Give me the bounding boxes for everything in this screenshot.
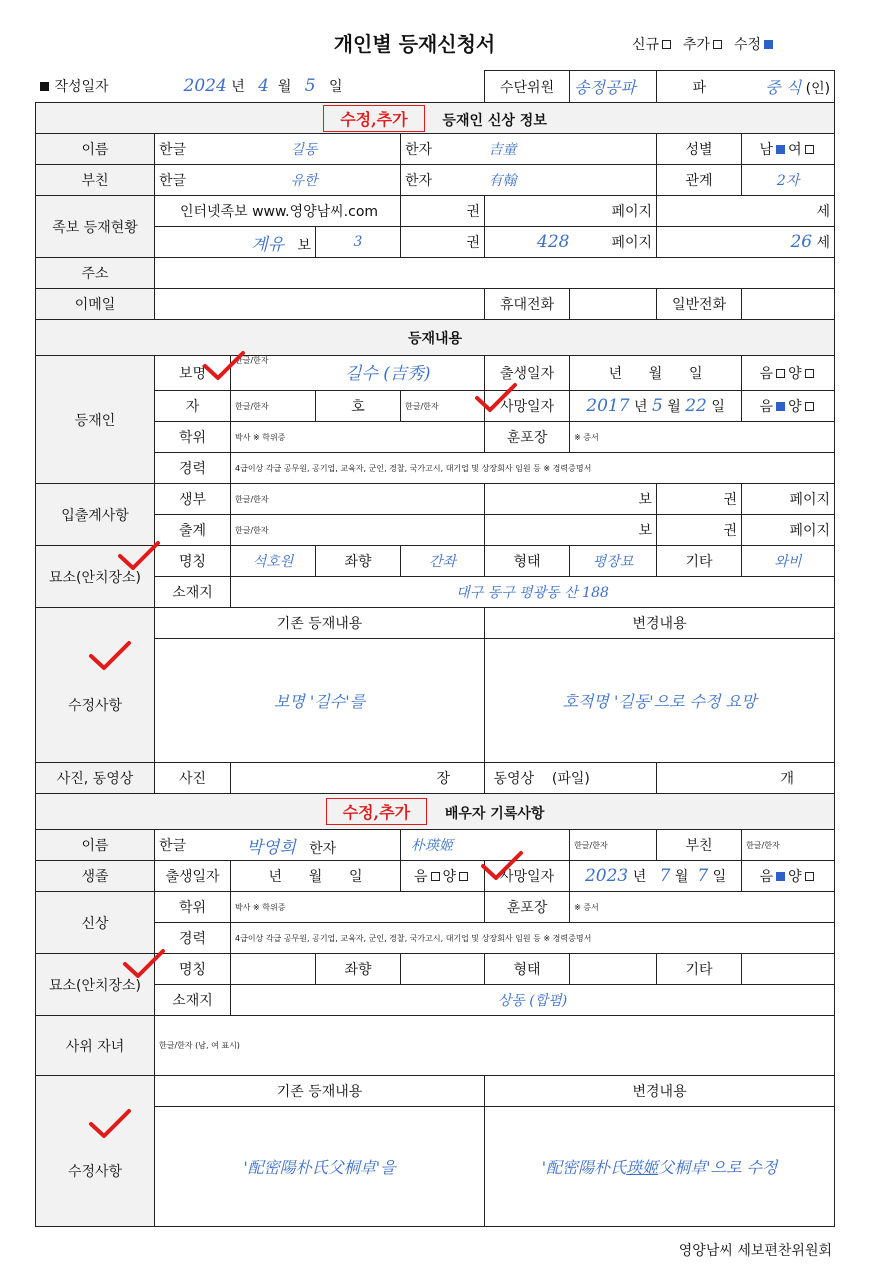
section-title: 등재인 신상 정보: [442, 112, 547, 129]
created-month[interactable]: 4: [258, 76, 269, 97]
death-lunar-checkbox[interactable]: [776, 402, 785, 411]
spouse-death-label: 사망일자: [485, 861, 570, 892]
etc-value[interactable]: 와비: [742, 546, 835, 577]
check-mark-icon: [117, 540, 161, 574]
email-field[interactable]: [155, 289, 485, 320]
biological-father-label: 생부: [155, 484, 231, 515]
spouse-shape-label: 형태: [485, 954, 570, 985]
spouse-life-label: 생졸: [36, 861, 155, 892]
spouse-section-title: 배우자 기록사항: [444, 806, 545, 822]
grave-name[interactable]: 석호원: [231, 546, 316, 577]
spouse-name-label: 이름: [36, 830, 155, 861]
orientation-label: 좌향: [316, 546, 401, 577]
add-label: 추가: [682, 37, 711, 53]
ho-label: 호: [316, 391, 401, 422]
new-checkbox[interactable]: [662, 40, 671, 49]
grave-name-label: 명칭: [155, 546, 231, 577]
edit-checkbox[interactable]: [764, 40, 773, 49]
officer-label: 수단위원: [485, 71, 570, 103]
ja-label: 자: [155, 391, 231, 422]
spouse-award-field[interactable]: ※ 증서: [570, 892, 835, 923]
seal-label: (인): [805, 81, 831, 97]
mobile-field[interactable]: [570, 289, 657, 320]
video-count[interactable]: 개: [657, 763, 835, 794]
spouse-death-date[interactable]: 2023 년 7 월 7 일: [570, 861, 742, 892]
book-name-cell: 계유 보: [155, 227, 316, 258]
existing-content[interactable]: 보명 '길수'를: [155, 639, 485, 763]
spouse-birth-date[interactable]: 년 월 일: [231, 861, 401, 892]
spouse-personal-label: 신상: [36, 892, 155, 954]
book-page-cell: 428 페이지: [485, 227, 657, 258]
spouse-death-lunar-checkbox[interactable]: [776, 872, 785, 881]
father-hanja[interactable]: 有翰: [485, 165, 657, 196]
gender-label: 성별: [657, 134, 742, 165]
existing-label: 기존 등재내용: [155, 608, 485, 639]
application-type-options: [632, 34, 776, 54]
adopted-out-label: 출계: [155, 515, 231, 546]
shape-value[interactable]: 평장묘: [570, 546, 657, 577]
spouse-location-label: 소재지: [155, 985, 231, 1016]
check-mark-icon: [202, 350, 246, 384]
ja-field[interactable]: 한글/한자: [231, 391, 316, 422]
mobile-label: 휴대전화: [485, 289, 570, 320]
award-label: 훈포장: [485, 422, 570, 453]
adoption-label: 입출계사항: [36, 484, 155, 546]
change-content[interactable]: 호적명 '길동'으로 수정 요망: [485, 639, 835, 763]
spouse-location[interactable]: 상동 (합폄): [231, 985, 835, 1016]
name-label: 이름: [36, 134, 155, 165]
spouse-existing-label: 기존 등재내용: [155, 1076, 485, 1107]
spouse-father-label: 부친: [657, 830, 742, 861]
relation-value[interactable]: 2자: [742, 165, 835, 196]
change-label: 변경내용: [485, 608, 835, 639]
check-mark-icon: [88, 640, 132, 674]
orientation-value[interactable]: 간좌: [401, 546, 485, 577]
children-field[interactable]: 한글/한자 (남, 여 표시): [155, 1016, 835, 1076]
internet-genealogy[interactable]: 인터넷족보 www.영양남씨.com: [155, 196, 401, 227]
spouse-change-content[interactable]: '配密陽朴氏瑛姬父桐卓'으로 수정: [485, 1107, 835, 1227]
spouse-grave-name-label: 명칭: [155, 954, 231, 985]
spouse-birth-lunar-checkbox[interactable]: [431, 872, 440, 881]
death-date[interactable]: 2017 년 5 월 22 일: [570, 391, 742, 422]
biological-father-field[interactable]: 한글/한자: [231, 484, 485, 515]
boname-value[interactable]: 길수 (吉秀): [345, 364, 431, 384]
birth-label: 출생일자: [485, 356, 570, 391]
ho-field[interactable]: 한글/한자: [401, 391, 485, 422]
death-calendar: 음 양: [742, 391, 835, 422]
birth-solar-checkbox[interactable]: [805, 369, 814, 378]
spouse-birth-label: 출생일자: [155, 861, 231, 892]
pa-label: 파: [657, 71, 742, 103]
created-date-row: 작성일자 2024 년 4 월 5 일: [36, 71, 485, 103]
book-generation-cell: 26 세: [657, 227, 835, 258]
spouse-grave-label: 묘소(안치장소): [36, 954, 155, 1016]
award-field[interactable]: ※ 증서: [570, 422, 835, 453]
birth-date[interactable]: 년 월 일: [570, 356, 742, 391]
spouse-orientation-label: 좌향: [316, 954, 401, 985]
spouse-section-header: [36, 794, 835, 830]
registrant-section-header: [36, 103, 835, 134]
spouse-correction-label: 수정사항: [36, 1076, 155, 1227]
media-label: 사진, 동영상: [36, 763, 155, 794]
name-hangul[interactable]: 길동: [231, 134, 401, 165]
check-mark-icon: [474, 382, 518, 416]
spouse-name-hangul-cell: 박영희 한자: [231, 830, 401, 861]
person-label: 등재인: [36, 356, 155, 484]
application-form: 작성일자 2024 년 4 월 5 일 수단위원 송정공파 파 중 식 (인) 수정,추가 등재인 신상 정보 이름 한글 길동 한자 吉童 성별 남 여 부친 한글 유한 한자 有翰 관계 2자 족보 등재현황 인터넷족보 www.영양남씨.com 권 페이지 세 계유 보 3 권 428 페이지 26 세 주소 이메일 휴대전화 일반전화 등재내용 등재인 보명 한글/한자 길수 (吉秀) 출생일자 년 월 일 음 양 자 한글/한자 호 한글/한자 사망일자 2017 년 5 월 22 일 음 양 학위 박사 ※ 학위증 훈포장 ※ 증서 경력 4급이상 각급 공무원, 공기업, 교육자, 군인, 경찰, 국가고시, 대기업 및 상장회사 임원 등 ※ 경력증명서 입출계사항 생부 한글/한자 보 권 페이지 출계 한글/한자 보 권 페이지 묘소(안치장소) 명칭 석호원 좌향 간좌 형태 평장묘 기타 와비 소재지 대구 동구 평광동 산 188 수정사항 기존 등재내용 변경내용 보명 '길수'를 호적명 '길동'으로 수정 요망 사진, 동영상 사진 장 동영상 (파일) 개 수정,추가 배우자 기록사항 이름 한글 박영희 한자 朴瑛姬 한글/한자 부친 한글/한자 생졸 출생일자 년 월 일 음 양 사망일자 2023 년 7 월 7 일 음 양 신상 학위 박사 ※ 학위증 훈포장 ※ 증서 경력 4급이상 각급 공무원, 공기업, 교육자, 군인, 경찰, 국가고시, 대기업 및 상장회사 임원 등 ※ 경력증명서 묘소(안치장소) 명칭 좌향 형태 기타 소재지 상동 (합폄) 사위 자녀 한글/한자 (남, 여 표시) 수정사항 기존 등재내용 변경내용 '配密陽朴氏父桐卓'을 '配密陽朴氏瑛姬父桐卓'으로 수정: [35, 70, 835, 1227]
officer-name[interactable]: 송정공파: [570, 71, 657, 103]
spouse-grave-name[interactable]: [231, 954, 316, 985]
father-hangul[interactable]: 유한: [231, 165, 401, 196]
created-year[interactable]: 2024: [183, 76, 227, 97]
created-day[interactable]: 5: [304, 76, 316, 97]
spouse-existing-content[interactable]: '配密陽朴氏父桐卓'을: [155, 1107, 485, 1227]
spouse-change-label: 변경내용: [485, 1076, 835, 1107]
check-mark-icon: [88, 1108, 132, 1142]
death-label: 사망일자: [485, 391, 570, 422]
birth-lunar-checkbox[interactable]: [776, 369, 785, 378]
check-mark-icon: [480, 850, 524, 884]
father-label: 부친: [36, 165, 155, 196]
spouse-degree-field[interactable]: 박사 ※ 학위증: [231, 892, 485, 923]
shape-label: 형태: [485, 546, 570, 577]
spouse-father-field[interactable]: 한글/한자: [742, 830, 835, 861]
photo-count[interactable]: 장: [231, 763, 485, 794]
video-label-cell: 동영상 (파일): [485, 763, 657, 794]
book-generation[interactable]: 26: [790, 232, 813, 252]
created-label: 작성일자: [54, 79, 109, 96]
female-checkbox[interactable]: [805, 145, 814, 154]
footer-org: 영양남씨 세보편찬위원회: [678, 1243, 832, 1259]
new-label: 신규: [632, 37, 660, 53]
degree-field[interactable]: 박사 ※ 학위증: [231, 422, 485, 453]
spouse-death-solar-checkbox[interactable]: [805, 872, 814, 881]
phone-field[interactable]: [742, 289, 835, 320]
book-name[interactable]: 계유: [251, 234, 285, 255]
book-page[interactable]: 428: [537, 232, 570, 252]
etc-label: 기타: [657, 546, 742, 577]
correction-label: 수정사항: [36, 608, 155, 763]
photo-label: 사진: [155, 763, 231, 794]
address-field[interactable]: [155, 258, 835, 289]
male-checkbox[interactable]: [776, 145, 785, 154]
spouse-career-label: 경력: [155, 923, 231, 954]
spouse-birth-solar-checkbox[interactable]: [459, 872, 468, 881]
spouse-name-hanja[interactable]: 朴瑛姬: [401, 830, 570, 861]
death-solar-checkbox[interactable]: [805, 402, 814, 411]
adopted-out-field[interactable]: 한글/한자: [231, 515, 485, 546]
email-label: 이메일: [36, 289, 155, 320]
career-label: 경력: [155, 453, 231, 484]
gender-options: 남 여: [742, 134, 835, 165]
boname-cell: 한글/한자 길수 (吉秀): [231, 356, 485, 391]
location-value[interactable]: 대구 동구 평광동 산 188: [231, 577, 835, 608]
spouse-career-field[interactable]: 4급이상 각급 공무원, 공기업, 교육자, 군인, 경찰, 국가고시, 대기업 및 상장회사 임원 등 ※ 경력증명서: [231, 923, 835, 954]
spouse-edit-add-stamp: 수정,추가: [326, 798, 427, 825]
phone-label: 일반전화: [657, 289, 742, 320]
grave-label: 묘소(안치장소): [36, 546, 155, 608]
degree-label: 학위: [155, 422, 231, 453]
children-label: 사위 자녀: [36, 1016, 155, 1076]
registration-section-header: 등재내용: [36, 320, 835, 356]
page-title: 개인별 등재신청서: [333, 32, 496, 56]
spouse-etc[interactable]: [742, 954, 835, 985]
square-bullet-icon: [40, 82, 49, 91]
address-label: 주소: [36, 258, 155, 289]
edit-label: 수정: [733, 37, 761, 53]
spouse-shape[interactable]: [570, 954, 657, 985]
spouse-orientation[interactable]: [401, 954, 485, 985]
book-volume[interactable]: 3: [316, 227, 401, 258]
spouse-origin-cell[interactable]: 한글/한자: [570, 830, 657, 861]
spouse-etc-label: 기타: [657, 954, 742, 985]
genealogy-label: 족보 등재현황: [36, 196, 155, 258]
spouse-degree-label: 학위: [155, 892, 231, 923]
birth-calendar: 음 양: [742, 356, 835, 391]
spouse-award-label: 훈포장: [485, 892, 570, 923]
location-label: 소재지: [155, 577, 231, 608]
edit-add-stamp: 수정,추가: [323, 105, 424, 132]
spouse-birth-calendar: 음 양: [401, 861, 485, 892]
career-field[interactable]: 4급이상 각급 공무원, 공기업, 교육자, 군인, 경찰, 국가고시, 대기업 및 상장회사 임원 등 ※ 경력증명서: [231, 453, 835, 484]
add-checkbox[interactable]: [713, 40, 722, 49]
signer-name[interactable]: 중 식: [765, 78, 802, 97]
name-hanja[interactable]: 吉童: [485, 134, 657, 165]
spouse-death-calendar: 음 양: [742, 861, 835, 892]
signer-cell: [742, 71, 835, 103]
relation-label: 관계: [657, 165, 742, 196]
spouse-name-hangul[interactable]: 박영희: [246, 837, 296, 858]
boname-label: 보명: [155, 356, 231, 391]
check-mark-icon: [122, 948, 166, 982]
